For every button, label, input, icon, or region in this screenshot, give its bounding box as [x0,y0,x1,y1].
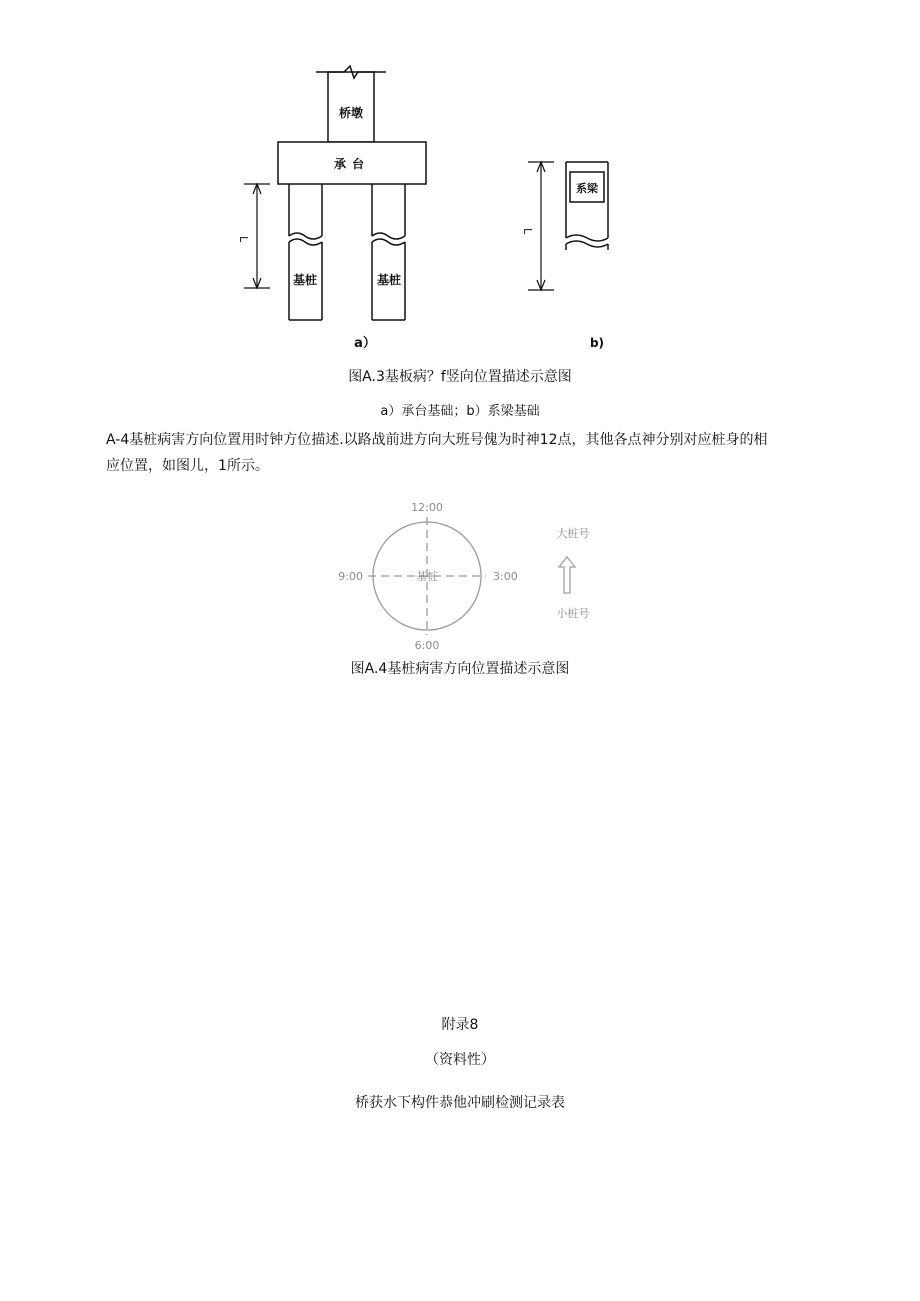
right-pile-break [372,233,405,239]
direction-arrow-icon [559,557,575,593]
figure-a3-diagram [0,0,920,360]
column-break-b [566,235,608,241]
dim-label-a: L [237,236,250,243]
paragraph-a4 [106,427,846,479]
pile-center-label: 基桩 [416,570,438,583]
paragraph-a4-line2: 应位置，如图儿，1所示。 [106,458,269,474]
paragraph-a4-line1: A-4基桩病害方向位置用时钟方位描述.以路战前进方向大班号傀为时神12点，其他各点神分别对应桩身的相 [106,432,768,448]
figure-a3-subcaption: a）承台基础；b）系梁基础 [380,404,540,419]
figure-a4-diagram [320,495,610,655]
cap-label: 承台 [333,157,371,171]
clock-3-label: 3:00 [493,570,518,583]
subfigure-b-label: b) [589,336,605,350]
appendix-subtitle: （资料性） [425,1052,495,1068]
subfigure-a-label: a） [354,336,376,351]
figure-a4-caption: 图A.4基桩病害方向位置描述示意图 [350,661,570,677]
tie-beam-label: 系梁 [576,182,598,195]
arrow-top-label: 大桩号 [556,527,590,540]
figure-a3-caption: 图A.3基板病？f竖向位置描述示意图 [348,369,572,385]
clock-12-label: 12:00 [411,501,443,514]
dimension-line-b [528,162,554,290]
clock-6-label: 6:00 [414,639,440,652]
appendix-heading: 桥获水下构件恭他冲刷检测记录表 [355,1095,565,1111]
arrow-bottom-label: 小桩号 [556,607,590,620]
appendix-title: 附录8 [441,1017,479,1033]
pile-left-label: 基桩 [292,273,318,287]
pile-right-label: 基桩 [376,273,402,287]
left-pile-break [289,233,322,239]
clock-9-label: 9:00 [338,570,363,583]
dim-label-b: L [521,228,534,235]
pier-label: 桥墩 [338,106,364,120]
